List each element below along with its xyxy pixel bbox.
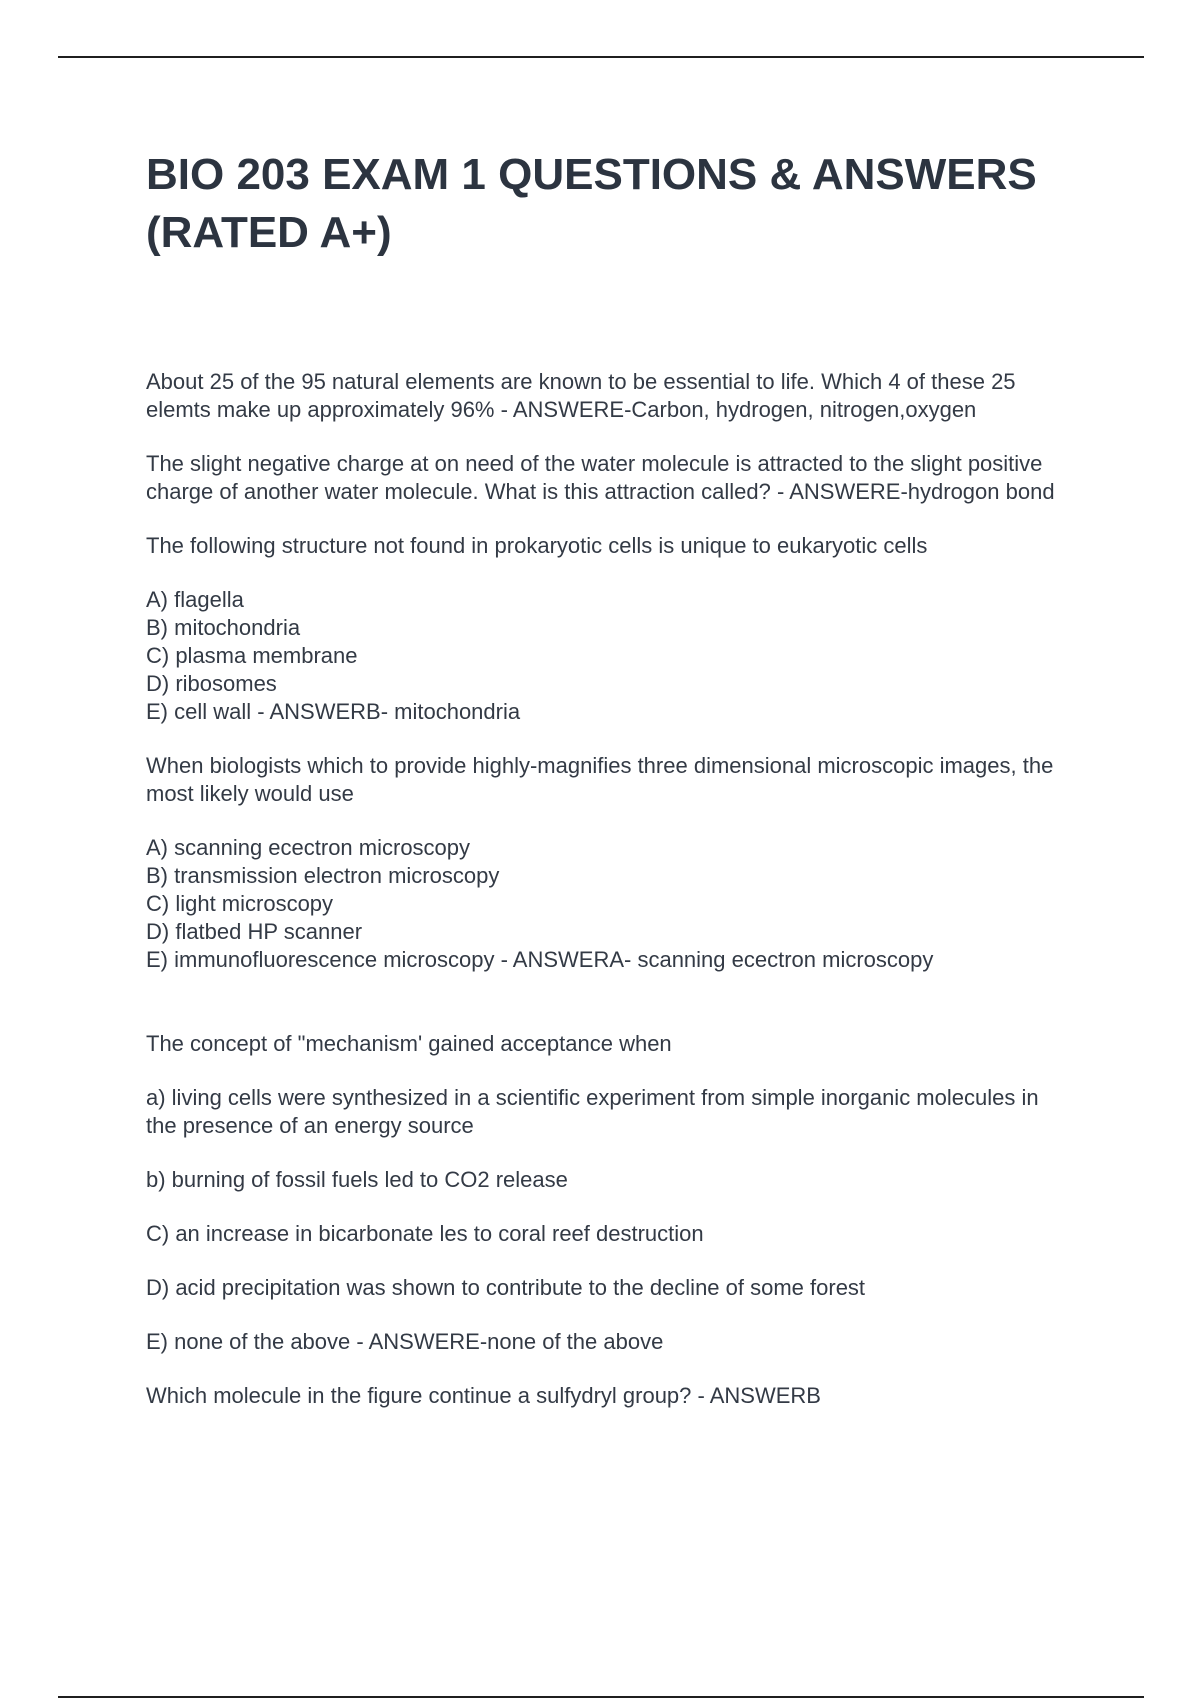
q5-option-e-answer: E) none of the above - ANSWERE-none of the above <box>146 1329 664 1354</box>
question-5-prompt: The concept of "mechanism' gained acceptance when <box>146 1031 672 1056</box>
question-3-options <box>146 586 1066 726</box>
q3-option-c: C) plasma membrane <box>146 643 358 668</box>
q4-option-a: A) scanning ecectron microscopy <box>146 835 471 860</box>
q4-option-d: D) flatbed HP scanner <box>146 919 363 944</box>
bottom-rule <box>58 1696 1144 1698</box>
q5-option-a: a) living cells were synthesized in a scientific experiment from simple inorganic molecules in the presence of an energy source <box>146 1085 1039 1138</box>
q4-option-b: B) transmission electron microscopy <box>146 863 500 888</box>
q3-option-e-answer: E) cell wall - ANSWERB- mitochondria <box>146 699 521 724</box>
q3-option-b: B) mitochondria <box>146 615 301 640</box>
q5-option-d: D) acid precipitation was shown to contribute to the decline of some forest <box>146 1275 866 1300</box>
question-3-prompt: The following structure not found in prokaryotic cells is unique to eukaryotic cells <box>146 533 928 558</box>
q5-option-b: b) burning of fossil fuels led to CO2 release <box>146 1167 568 1192</box>
q4-option-e-answer: E) immunofluorescence microscopy - ANSWERA- scanning ecectron microscopy <box>146 947 934 972</box>
question-4-options <box>146 834 1066 974</box>
question-6: Which molecule in the figure continue a sulfydryl group? - ANSWERB <box>146 1383 821 1408</box>
question-2: The slight negative charge at on need of the water molecule is attracted to the slight positive charge of another water molecule. What is this attraction called? - ANSWERE-hydrogon bond <box>146 451 1055 504</box>
top-rule <box>58 56 1144 58</box>
question-1: About 25 of the 95 natural elements are known to be essential to life. Which 4 of these 25 elemts make up approximately 96% - ANSWERE-Carbon, hydrogen, nitrogen,oxygen <box>146 369 1016 422</box>
q4-option-c: C) light microscopy <box>146 891 334 916</box>
question-4-prompt: When biologists which to provide highly-magnifies three dimensional microscopic images, the most likely would use <box>146 753 1054 806</box>
document-body <box>146 368 1066 1436</box>
q3-option-a: A) flagella <box>146 587 244 612</box>
q5-option-c: C) an increase in bicarbonate les to coral reef destruction <box>146 1221 704 1246</box>
q3-option-d: D) ribosomes <box>146 671 277 696</box>
page-title: BIO 203 EXAM 1 QUESTIONS & ANSWERS (RATED A+) <box>146 150 1037 257</box>
